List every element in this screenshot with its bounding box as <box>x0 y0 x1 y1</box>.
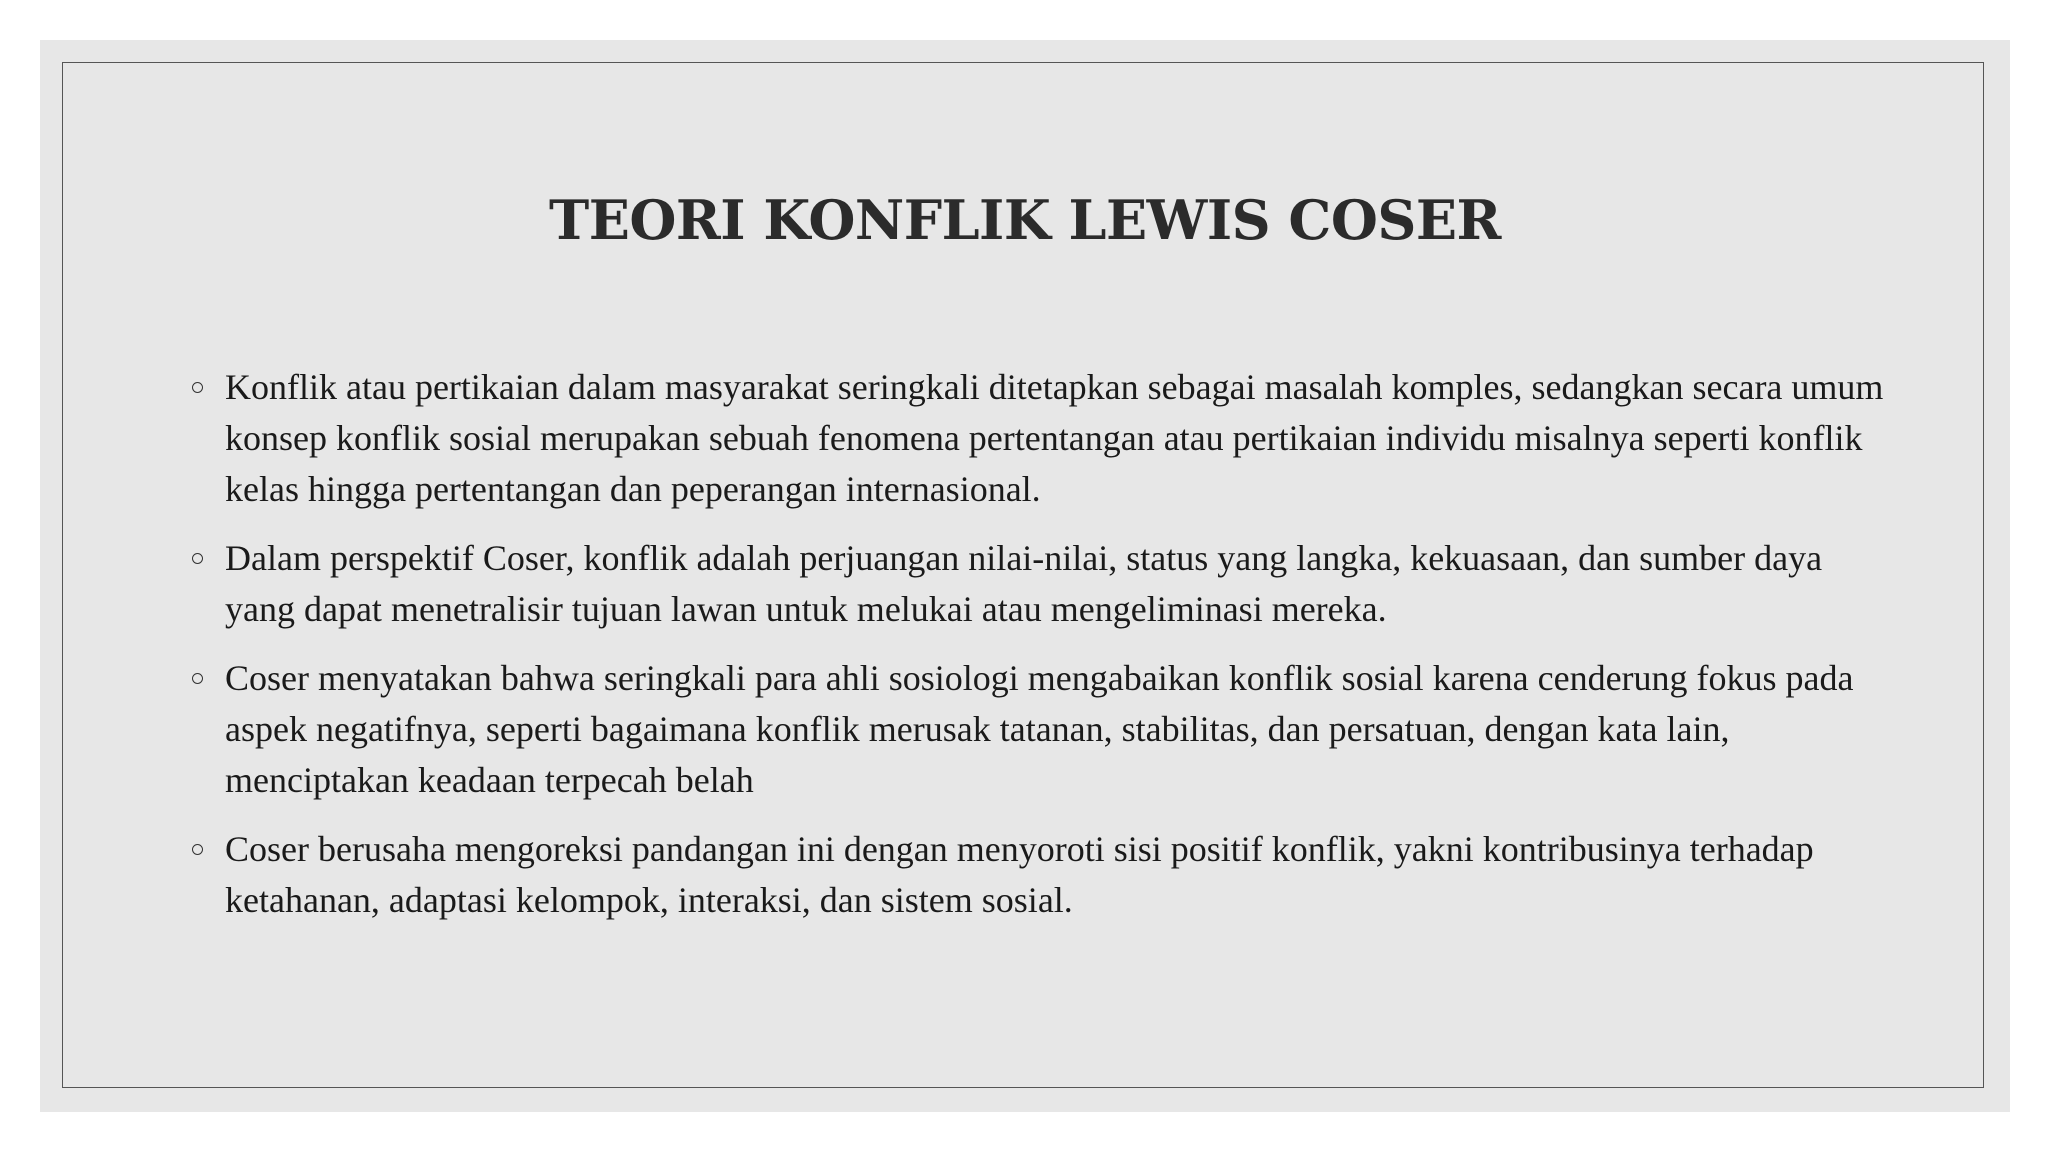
slide-title: TEORI KONFLIK LEWIS COSER <box>549 188 1501 252</box>
bullet-item <box>192 653 1892 806</box>
bullet-text: Konflik atau pertikaian dalam masyarakat seringkali ditetapkan sebagai masalah komples, sedangkan secara umum konsep konflik sosial merupakan sebuah fenomena pertentangan atau pertikaian individu misalnya seperti konflik kelas hingga pertentangan dan peperangan internasional. <box>225 367 1884 509</box>
bullet-text: Coser berusaha mengoreksi pandangan ini dengan menyoroti sisi positif konflik, yakni kontribusinya terhadap ketahanan, adaptasi kelompok, interaksi, dan sistem sosial. <box>225 829 1814 920</box>
bullet-item <box>192 362 1892 515</box>
bullet-list <box>192 362 1892 944</box>
circle-bullet-icon <box>192 673 203 684</box>
bullet-item <box>192 533 1892 635</box>
circle-bullet-icon <box>192 382 203 393</box>
bullet-item <box>192 824 1892 926</box>
circle-bullet-icon <box>192 844 203 855</box>
bullet-text: Dalam perspektif Coser, konflik adalah perjuangan nilai-nilai, status yang langka, kekuasaan, dan sumber daya yang dapat menetralisir tujuan lawan untuk melukai atau mengeliminasi mereka. <box>225 538 1823 629</box>
bullet-text: Coser menyatakan bahwa seringkali para ahli sosiologi mengabaikan konflik sosial karena cenderung fokus pada aspek negatifnya, seperti bagaimana konflik merusak tatanan, stabilitas, dan persatuan, dengan kata lain, menciptakan keadaan terpecah belah <box>225 658 1854 800</box>
slide <box>40 40 2010 1112</box>
circle-bullet-icon <box>192 553 203 564</box>
